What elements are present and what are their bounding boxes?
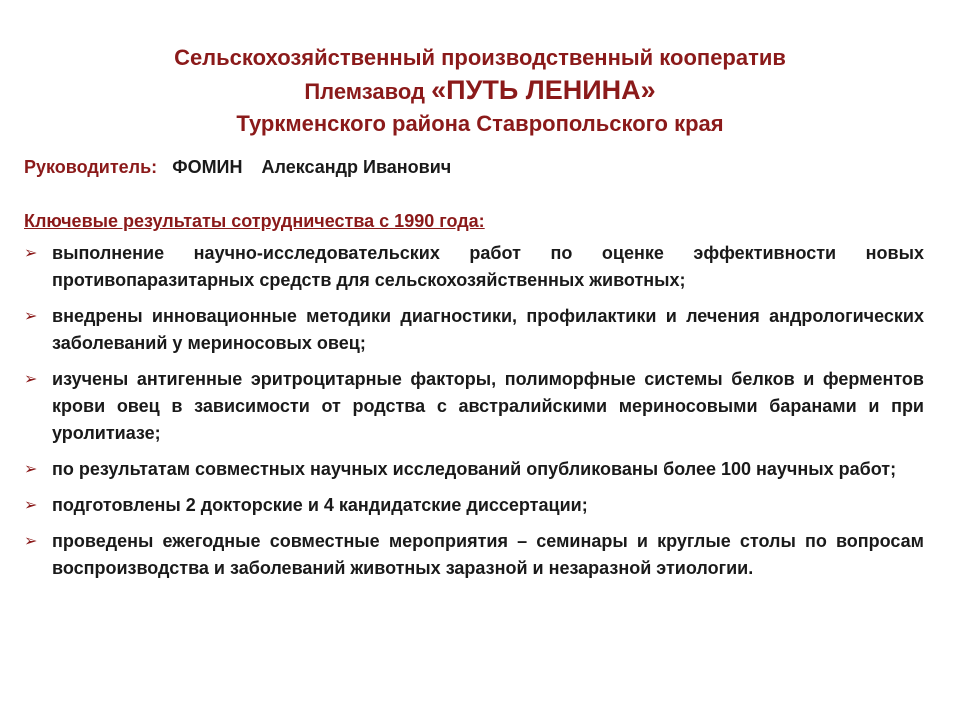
results-list (24, 240, 924, 591)
list-item-text: выполнение научно-исследовательских работ по оценке эффективности новых противопаразитарных средств для сельскохозяйственных животных; (52, 243, 924, 290)
list-item (24, 528, 924, 582)
arrow-bullet-icon: ➢ (24, 497, 38, 514)
list-item-text: внедрены инновационные методики диагностики, профилактики и лечения андрологических заболеваний у мериносовых овец; (52, 306, 924, 353)
arrow-bullet-icon: ➢ (24, 461, 38, 478)
list-item-text: по результатам совместных научных исследований опубликованы более 100 научных работ; (52, 459, 897, 479)
list-item (24, 456, 924, 483)
arrow-bullet-icon: ➢ (24, 533, 38, 550)
title-line-plant (0, 74, 960, 108)
manager-surname: ФОМИН (172, 157, 243, 177)
list-item-text: проведены ежегодные совместные мероприятия – семинары и круглые столы по вопросам воспроизводства и заболеваний животных заразной и незаразной этиологии. (52, 531, 924, 578)
page-title (0, 42, 960, 140)
title-line-region: Туркменского района Ставропольского края (236, 111, 724, 136)
manager-name: Александр Иванович (261, 157, 452, 177)
list-item (24, 366, 924, 447)
list-item-text: изучены антигенные эритроцитарные факторы, полиморфные системы белков и ферментов крови овец в зависимости от родства с австралийскими мериносовыми баранами и при уролитиазе; (52, 369, 924, 443)
list-item (24, 492, 924, 519)
manager-line (24, 157, 451, 178)
arrow-bullet-icon: ➢ (24, 308, 38, 325)
manager-label: Руководитель: (24, 157, 158, 177)
arrow-bullet-icon: ➢ (24, 245, 38, 262)
list-item-text: подготовлены 2 докторские и 4 кандидатские диссертации; (52, 495, 588, 515)
results-heading: Ключевые результаты сотрудничества с 1990 года: (24, 211, 485, 231)
list-item (24, 240, 924, 294)
title-plant-prefix: Племзавод (304, 79, 432, 104)
title-line-cooperative: Сельскохозяйственный производственный кооператив (174, 45, 786, 70)
title-plant-name: «ПУТЬ ЛЕНИНА» (431, 75, 656, 105)
list-item (24, 303, 924, 357)
arrow-bullet-icon: ➢ (24, 371, 38, 388)
